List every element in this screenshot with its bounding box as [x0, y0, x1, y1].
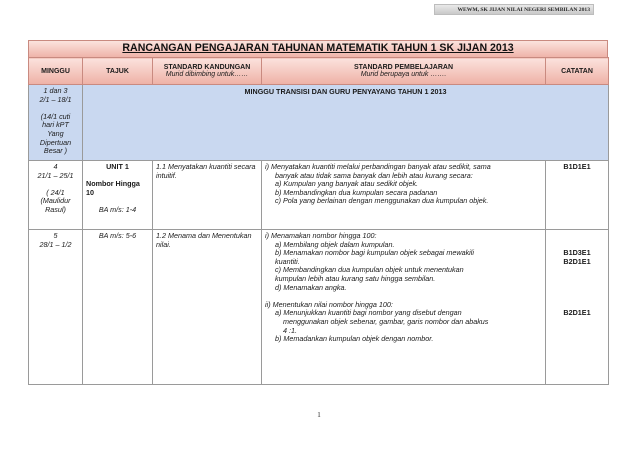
unit-label: UNIT 1: [106, 162, 129, 171]
table-row: [29, 230, 609, 385]
table-header-row: [29, 58, 609, 85]
minggu-line: hari kPT: [42, 120, 69, 130]
sp-subtitle: Murid berupaya untuk …….: [360, 71, 447, 78]
cell-minggu: [29, 230, 83, 385]
sp-line: a) Membilang objek dalam kumpulan.: [275, 239, 395, 249]
sp-line: c) Membandingkan dua kumpulan objek untuk menentukan: [275, 265, 464, 275]
minggu-line: (14/1 cuti: [40, 111, 71, 121]
minggu-line: Dipertuan: [39, 137, 72, 147]
minggu-line: 4: [53, 162, 58, 171]
minggu-line: ( 24/1: [46, 187, 65, 197]
sp-line: ii) Menentukan nilai nombor hingga 100:: [265, 299, 393, 309]
cell-standard-pembelajaran: [262, 230, 546, 385]
minggu-line: Besar ): [43, 146, 68, 156]
minggu-line: 28/1 – 1/2: [39, 239, 72, 249]
cell-tajuk: BA m/s: 5-6: [83, 230, 153, 385]
cell-minggu: [29, 161, 83, 230]
sk-subtitle: Murid dibimbing untuk……: [165, 71, 249, 78]
minggu-line: 5: [53, 231, 58, 240]
cell-standard-kandungan: 1.1 Menyatakan kuantiti secara intuitif.: [153, 161, 262, 230]
cell-catatan: [546, 161, 609, 230]
document-title: RANCANGAN PENGAJARAN TAHUNAN MATEMATIK TAHUN 1 SK JIJAN 2013: [122, 42, 514, 54]
cell-catatan: [546, 230, 609, 385]
header-tajuk: TAJUK: [83, 58, 153, 85]
sp-line: menggunakan objek sebenar, gambar, garis nombor dan abakus: [283, 316, 489, 326]
sp-line: 4 :1.: [283, 325, 297, 335]
sp-line: b) Membandingkan dua kumpulan secara padanan: [275, 187, 438, 197]
catatan-code: B1D3E1: [563, 248, 591, 258]
header-minggu: MINGGU: [29, 58, 83, 85]
sk-title: STANDARD KANDUNGAN: [163, 64, 251, 71]
page-header-banner: WEWM, SK JIJAN NILAI NEGERI SEMBILAN 2013: [434, 4, 594, 15]
cell-tajuk: [83, 161, 153, 230]
sp-line: banyak atau tidak sama banyak dan lebih atau kurang secara:: [275, 170, 473, 180]
minggu-line: Rasul): [45, 204, 66, 214]
header-catatan: CATATAN: [546, 58, 609, 85]
sp-line: b) Memadankan kumpulan objek dengan nombor.: [275, 334, 434, 344]
cell-standard-kandungan: 1.2 Menama dan Menentukan nilai.: [153, 230, 262, 385]
catatan-code: B2D1E1: [563, 256, 591, 266]
sp-line: a) Menunjukkan kuantiti bagi nombor yang disebut dengan: [275, 308, 462, 318]
cell-standard-pembelajaran: [262, 161, 546, 230]
table-row: [29, 161, 609, 230]
lesson-plan-table: [28, 57, 609, 385]
transition-week-cell: MINGGU TRANSISI DAN GURU PENYAYANG TAHUN 1 2013: [83, 85, 609, 161]
sp-line: b) Menamakan nombor bagi kumpulan objek sebagai mewakili: [275, 248, 474, 258]
minggu-line: 2/1 – 18/1: [39, 94, 72, 104]
minggu-line: Yang: [47, 128, 64, 138]
sp-line: i) Menamakan nombor hingga 100:: [265, 231, 377, 240]
table-row: [29, 85, 609, 161]
sp-line: kumpulan lebih atau kurang satu hingga sembilan.: [275, 273, 436, 283]
sp-line: a) Kumpulan yang banyak atau sedikit objek.: [275, 179, 419, 189]
header-standard-kandungan: [153, 58, 262, 85]
catatan-code: B2D1E1: [563, 308, 591, 318]
header-standard-pembelajaran: [262, 58, 546, 85]
page-number: 1: [317, 411, 321, 419]
minggu-line: 1 dan 3: [43, 86, 68, 95]
buku-aktiviti-pages: BA m/s: 1-4: [98, 204, 137, 214]
cell-minggu: [29, 85, 83, 161]
sp-line: c) Pola yang berlainan dengan menggunakan dua kumpulan objek.: [275, 196, 489, 206]
minggu-line: (Maulidur: [40, 196, 71, 206]
minggu-line: 21/1 – 25/1: [37, 170, 74, 180]
sp-line: d) Menamakan angka.: [275, 282, 347, 292]
sp-line: i) Menyatakan kuantiti melalui perbandingan banyak atau sedikit, sama: [265, 162, 491, 171]
catatan-code: B1D1E1: [563, 162, 591, 171]
unit-name: Nombor Hingga 10: [86, 179, 140, 197]
sp-line: kuantiti.: [275, 256, 300, 266]
sp-title: STANDARD PEMBELAJARAN: [353, 64, 454, 71]
